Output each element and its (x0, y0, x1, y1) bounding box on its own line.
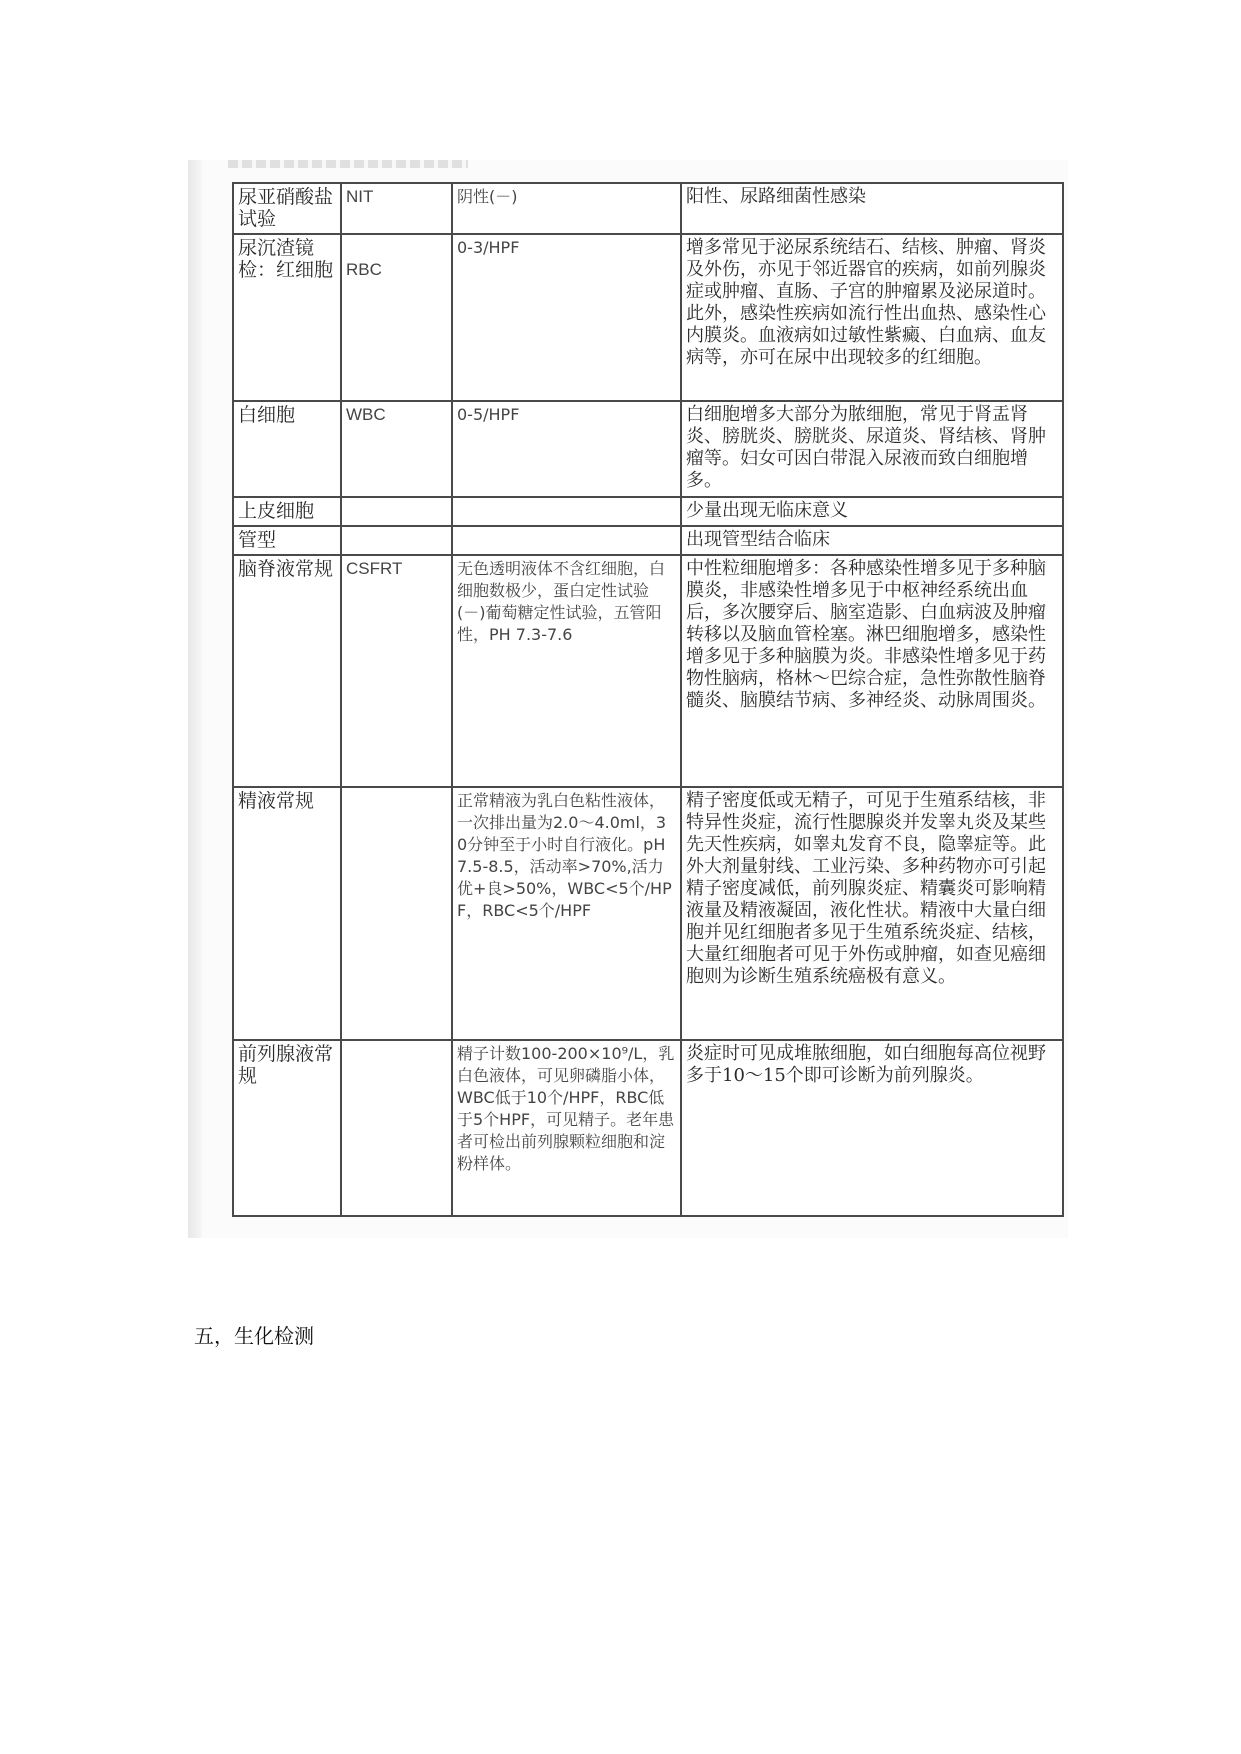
table-row (233, 183, 1063, 234)
clinical-significance-cell: 阳性、尿路细菌性感染 (681, 183, 1063, 234)
test-name-cell: 管型 (233, 526, 341, 555)
test-name-cell: 上皮细胞 (233, 497, 341, 526)
table-row (233, 787, 1063, 1040)
test-abbr-cell: CSFRT (341, 555, 452, 787)
test-abbr-cell (341, 497, 452, 526)
table-row (233, 497, 1063, 526)
test-name-cell: 前列腺液常规 (233, 1040, 341, 1216)
scan-left-edge (188, 160, 202, 1238)
test-abbr-cell: RBC (341, 234, 452, 401)
test-abbr-cell (341, 1040, 452, 1216)
test-name-cell: 白细胞 (233, 401, 341, 497)
table-row (233, 526, 1063, 555)
normal-value-cell: 无色透明液体不含红细胞，白细胞数极少，蛋白定性试验(－)葡萄糖定性试验，五管阳性，PH 7.3-7.6 (452, 555, 681, 787)
normal-value-cell: 正常精液为乳白色粘性液体，一次排出量为2.0～4.0ml，30分钟至于小时自行液化。pH 7.5-8.5，活动率>70%,活力优+良>50%，WBC<5个/HPF，RBC<5个/HPF (452, 787, 681, 1040)
normal-value-cell: 精子计数100-200×10⁹/L，乳白色液体，可见卵磷脂小体，WBC低于10个/HPF，RBC低于5个HPF，可见精子。老年患者可检出前列腺颗粒细胞和淀粉样体。 (452, 1040, 681, 1216)
section-heading: 五，生化检测 (194, 1324, 314, 1348)
table-row (233, 555, 1063, 787)
table-row (233, 234, 1063, 401)
test-abbr-cell (341, 787, 452, 1040)
scan-top-strip (228, 160, 468, 168)
clinical-significance-cell: 炎症时可见成堆脓细胞，如白细胞每高位视野多于10～15个即可诊断为前列腺炎。 (681, 1040, 1063, 1216)
normal-value-cell: 0-5/HPF (452, 401, 681, 497)
test-name-cell: 脑脊液常规 (233, 555, 341, 787)
test-name-cell: 尿沉渣镜检：红细胞 (233, 234, 341, 401)
clinical-significance-cell: 出现管型结合临床 (681, 526, 1063, 555)
clinical-significance-cell: 白细胞增多大部分为脓细胞，常见于肾盂肾炎、膀胱炎、膀胱炎、尿道炎、肾结核、肾肿瘤等。妇女可因白带混入尿液而致白细胞增多。 (681, 401, 1063, 497)
clinical-significance-cell: 中性粒细胞增多：各种感染性增多见于多种脑膜炎，非感染性增多见于中枢神经系统出血后，多次腰穿后、脑室造影、白血病波及肿瘤转移以及脑血管栓塞。淋巴细胞增多，感染性增多见于多种脑膜为炎。非感染性增多见于药物性脑病，格林～巴综合症，急性弥散性脑脊髓炎、脑膜结节病、多神经炎、动脉周围炎。 (681, 555, 1063, 787)
test-abbr-cell: NIT (341, 183, 452, 234)
normal-value-cell: 0-3/HPF (452, 234, 681, 401)
table-row (233, 401, 1063, 497)
normal-value-cell (452, 526, 681, 555)
test-name-cell: 精液常规 (233, 787, 341, 1040)
test-abbr-cell: WBC (341, 401, 452, 497)
lab-test-table (232, 182, 1064, 1217)
normal-value-cell: 阴性(－) (452, 183, 681, 234)
test-abbr-cell (341, 526, 452, 555)
clinical-significance-cell: 精子密度低或无精子，可见于生殖系结核，非特异性炎症，流行性腮腺炎并发睾丸炎及某些先天性疾病，如睾丸发育不良，隐睾症等。此外大剂量射线、工业污染、多种药物亦可引起精子密度减低，前列腺炎症、精囊炎可影响精液量及精液凝固，液化性状。精液中大量白细胞并见红细胞者多见于生殖系统炎症、结核，大量红细胞者可见于外伤或肿瘤，如查见癌细胞则为诊断生殖系统癌极有意义。 (681, 787, 1063, 1040)
clinical-significance-cell: 少量出现无临床意义 (681, 497, 1063, 526)
clinical-significance-cell: 增多常见于泌尿系统结石、结核、肿瘤、肾炎及外伤，亦见于邻近器官的疾病，如前列腺炎症或肿瘤、直肠、子宫的肿瘤累及泌尿道时。此外，感染性疾病如流行性出血热、感染性心内膜炎。血液病如过敏性紫癜、白血病、血友病等，亦可在尿中出现较多的红细胞。 (681, 234, 1063, 401)
test-name-cell: 尿亚硝酸盐试验 (233, 183, 341, 234)
table-row (233, 1040, 1063, 1216)
normal-value-cell (452, 497, 681, 526)
